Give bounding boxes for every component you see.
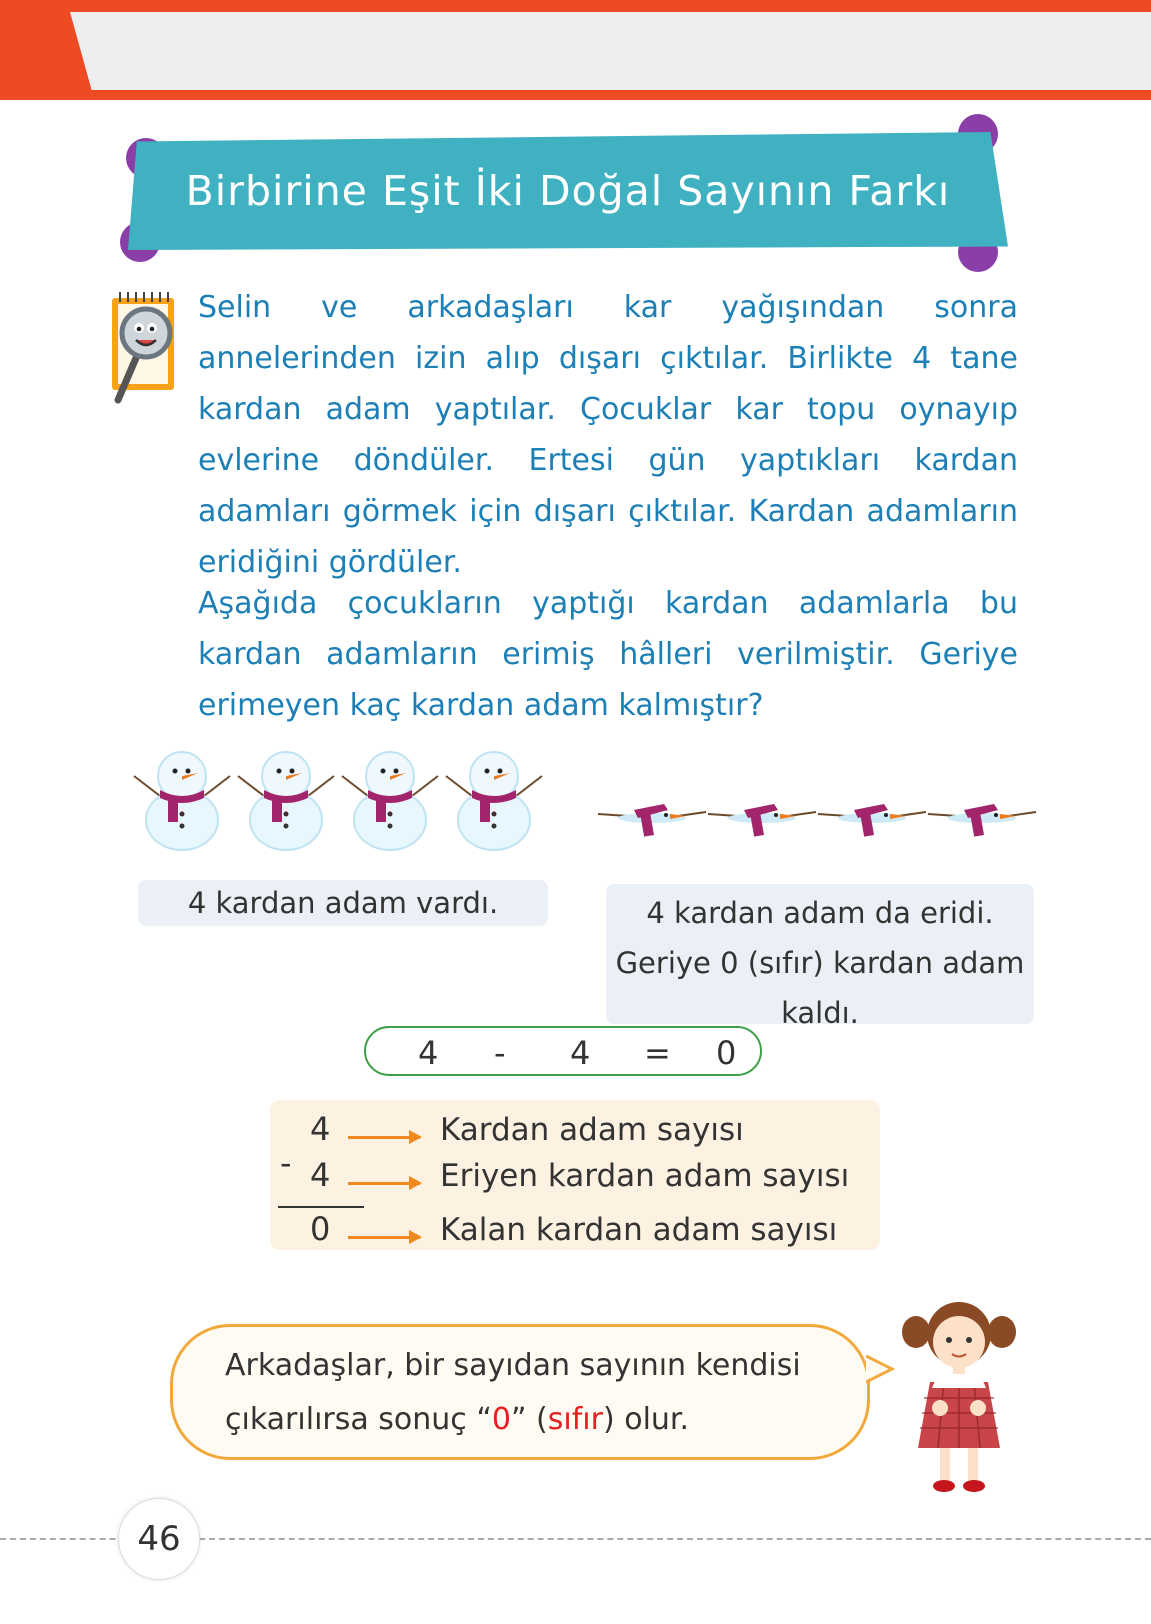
sub-top-number: 4 — [310, 1110, 331, 1148]
equation-result: 0 — [716, 1034, 737, 1072]
equation-operand-b: 4 — [570, 1034, 591, 1072]
after-caption: 4 kardan adam da eridi. Geriye 0 (sıfır) kardan adam kaldı. — [615, 896, 1025, 1030]
highlight-sifir: sıfır — [547, 1402, 603, 1437]
before-caption-box — [138, 880, 548, 926]
intro-paragraph: Selin ve arkadaşları kar yağışından sonra annelerinden izin alıp dışarı çıktılar. Birlikte 4 tane kardan adam yaptılar. Çocuklar kar topu oynayıp evlerine döndüler. Ertesi gün yaptıkları kardan adamları görmek için dışarı çıktılar. Kardan adamların eridiğini gördüler. — [198, 290, 1018, 580]
paren-open: ( — [526, 1402, 548, 1437]
header-strip — [70, 12, 1151, 90]
arrow-icon — [348, 1236, 420, 1239]
highlight-zero: 0 — [491, 1402, 511, 1437]
equation-operand-a: 4 — [418, 1034, 439, 1072]
girl-illustration — [894, 1288, 1024, 1498]
melted-snowmen-illustration — [598, 786, 1042, 846]
arrow-icon — [348, 1182, 420, 1185]
quote-open: “ — [476, 1402, 492, 1437]
question-paragraph: Aşağıda çocukların yaptığı kardan adamlarla bu kardan adamların erimiş hâlleri verilmiştir. Geriye erimeyen kaç kardan adam kalmıştır? — [198, 586, 1018, 723]
sub-result-number: 0 — [310, 1210, 331, 1248]
snowmen-illustration — [126, 746, 566, 852]
page-title: Birbirine Eşit İki Doğal Sayının Farkı — [185, 167, 951, 215]
notepad-magnifier-icon — [108, 288, 180, 412]
subtraction-panel — [270, 1100, 880, 1250]
sub-minus-sign: - — [280, 1144, 292, 1182]
before-caption: 4 kardan adam vardı. — [187, 886, 499, 920]
speech-bubble — [170, 1324, 870, 1460]
paren-close: ) olur. — [602, 1402, 690, 1437]
sub-result-label: Kalan kardan adam sayısı — [440, 1212, 838, 1248]
sub-line — [278, 1206, 364, 1208]
speech-line-1: Arkadaşlar, bir sayıdan sayının kendisi — [225, 1348, 801, 1383]
equation-box — [364, 1026, 762, 1076]
equation-operator: - — [494, 1034, 506, 1072]
after-caption-box — [606, 884, 1034, 1030]
speech-text — [225, 1339, 801, 1447]
speech-bubble-tail — [866, 1354, 896, 1384]
speech-line-2 — [225, 1393, 801, 1447]
sub-bottom-number: 4 — [310, 1156, 331, 1194]
speech-line-2-text: çıkarılırsa sonuç — [225, 1402, 477, 1437]
equation-equals: = — [644, 1034, 671, 1072]
sub-top-label: Kardan adam sayısı — [440, 1112, 744, 1148]
sub-bottom-label: Eriyen kardan adam sayısı — [440, 1158, 850, 1194]
arrow-icon — [348, 1136, 420, 1139]
quote-close: ” — [510, 1402, 527, 1437]
page-number: 46 — [118, 1498, 200, 1580]
